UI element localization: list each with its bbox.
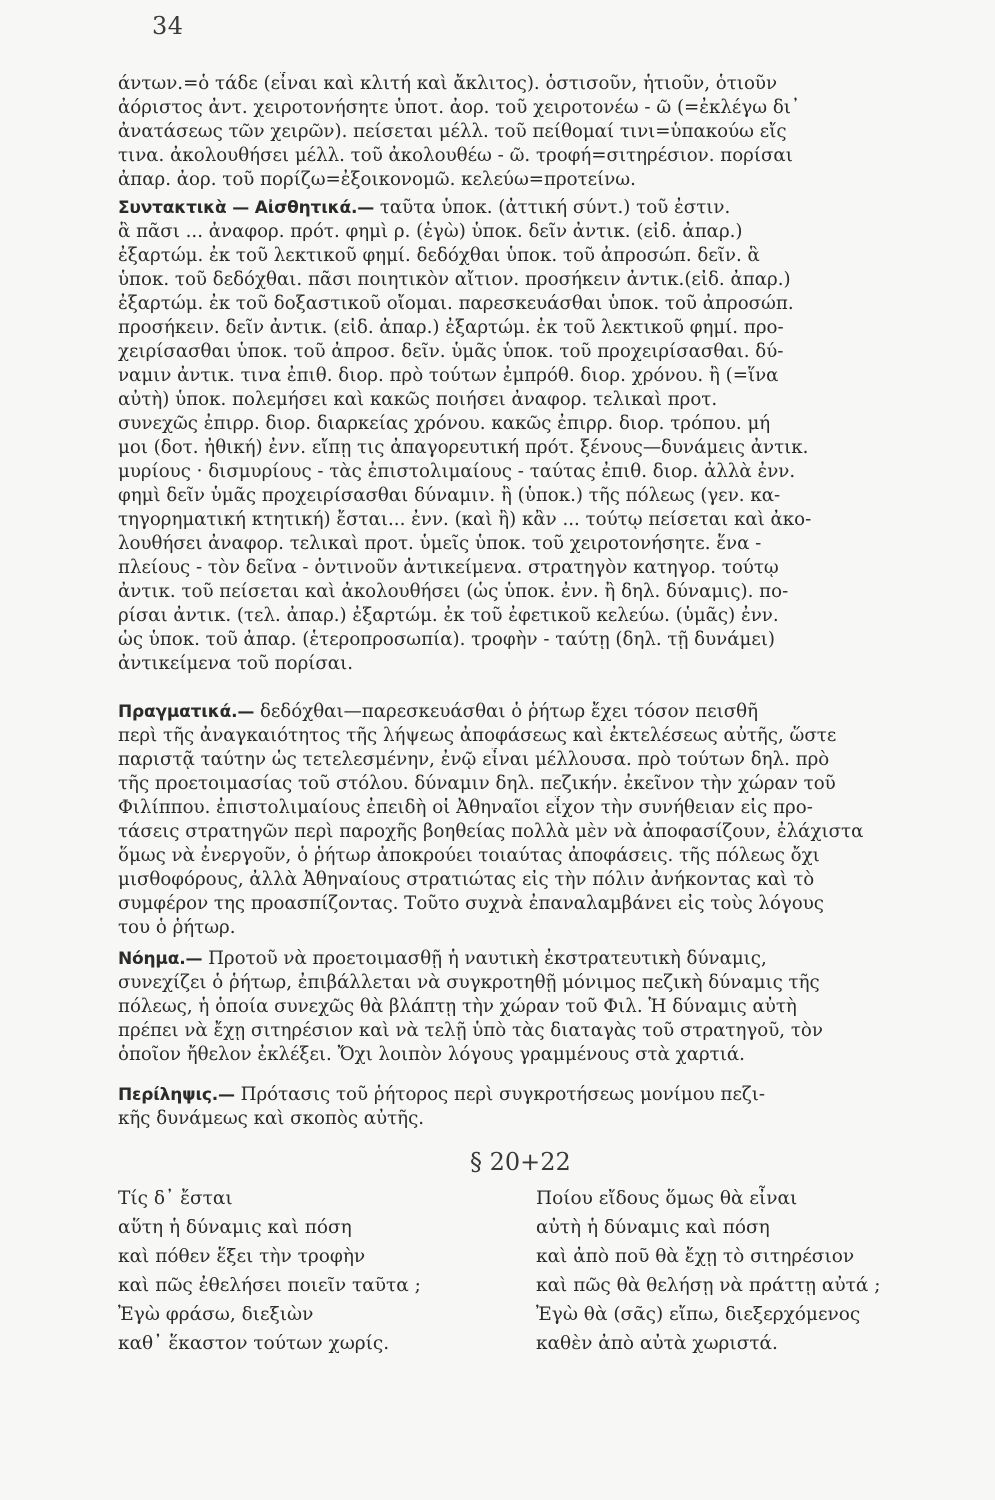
text-line: μοι (δοτ. ἠθική) ἐνν. εἴπῃ τις ἀπαγορευτική πρότ. ξένους—δυνάμεις ἀντικ. — [118, 437, 809, 458]
text-line: ὁποῖον ἤθελον ἐκλέξει. Ὄχι λοιπὸν λόγους γραμμένους στὰ χαρτιά. — [118, 1044, 745, 1065]
text-line: ρίσαι ἀντικ. (τελ. ἀπαρ.) ἐξαρτώμ. ἐκ τοῦ ἐφετικοῦ κελεύω. (ὑμᾶς) ἐνν. — [118, 605, 779, 626]
text-line: περὶ τῆς ἀναγκαιότητος τῆς λήψεως ἀποφάσεως καὶ ἐκτελέσεως αὐτῆς, ὥστε — [118, 725, 837, 746]
text-line: πόλεως, ἡ ὁποία συνεχῶς θὰ βλάπτῃ τὴν χώραν τοῦ Φιλ. Ἡ δύναμις αὐτὴ — [118, 996, 797, 1017]
text-line: ἃ πᾶσι ... ἀναφορ. πρότ. φημὶ ρ. (ἐγὼ) ὑποκ. δεῖν ἀντικ. (εἰδ. ἀπαρ.) — [118, 221, 743, 242]
page-number: 34 — [152, 12, 184, 40]
translation-column — [536, 1184, 956, 1358]
text-line: τηγορηματική κτητική) ἔσται... ἐνν. (καὶ ἢ) κἂν ... τούτῳ πείσεται καὶ ἀκο- — [118, 509, 812, 530]
text-line: ἀπαρ. ἀορ. τοῦ πορίζω=ἐξοικονομῶ. κελεύω=προτείνω. — [118, 169, 636, 190]
translation-line: καὶ ἀπὸ ποῦ θὰ ἔχῃ τὸ σιτηρέσιον — [536, 1246, 855, 1267]
translation-line: καὶ πῶς θὰ θελήσῃ νὰ πράττῃ αὐτά ; — [536, 1275, 881, 1296]
meaning-notes — [118, 947, 968, 1067]
text-line: του ὁ ῥήτωρ. — [118, 917, 236, 938]
text-line: ναμιν ἀντικ. τινα ἐπιθ. διορ. πρὸ τούτων ἐμπρόθ. διορ. χρόνου. ἢ (=ἵνα — [118, 365, 779, 386]
heading-continuation: Προτοῦ νὰ προετοιμασθῇ ἡ ναυτικὴ ἐκστρατευτικὴ δύναμις, — [208, 948, 767, 969]
text-line: κῆς δυνάμεως καὶ σκοπὸς αὐτῆς. — [118, 1108, 425, 1129]
section-heading-perilipsis: Περίληψις.— — [118, 1085, 235, 1105]
original-line: καθ᾽ ἕκαστον τούτων χωρίς. — [118, 1333, 390, 1354]
original-line: καὶ πόθεν ἕξει τὴν τροφὴν — [118, 1246, 366, 1267]
text-line: ἀόριστος ἀντ. χειροτονήσητε ὑποτ. ἀορ. τοῦ χειροτονέω - ῶ (=ἐκλέγω δι᾽ — [118, 97, 801, 118]
text-line: προσήκειν. δεῖν ἀντικ. (εἰδ. ἀπαρ.) ἐξαρτώμ. ἐκ τοῦ λεκτικοῦ φημί. προ- — [118, 317, 784, 338]
section-heading-pragmatika: Πραγματικά.— — [118, 702, 255, 722]
original-line: καὶ πῶς ἐθελήσει ποιεῖν ταῦτα ; — [118, 1275, 421, 1296]
heading-continuation: Πρότασις τοῦ ῥήτορος περὶ συγκροτήσεως μονίμου πεζι- — [240, 1084, 766, 1105]
translation-line: αὐτὴ ἡ δύναμις καὶ πόση — [536, 1217, 770, 1238]
text-line: ἐξαρτώμ. ἐκ τοῦ λεκτικοῦ φημί. δεδόχθαι ὑποκ. τοῦ ἀπροσώπ. δεῖν. ἃ — [118, 245, 760, 266]
text-line: χειρίσασθαι ὑποκ. τοῦ ἀπροσ. δεῖν. ὑμᾶς ὑποκ. τοῦ προχειρίσασθαι. δύ- — [118, 341, 784, 362]
text-line: συνεχίζει ὁ ῥήτωρ, ἐπιβάλλεται νὰ συγκροτηθῇ μόνιμος πεζικὴ δύναμις τῆς — [118, 972, 820, 993]
text-line — [118, 1083, 968, 1107]
text-line: άντων.=ὁ τάδε (εἶναι καὶ κλιτή καὶ ἄκλιτος). ὁστισοῦν, ἡτιοῦν, ὁτιοῦν — [118, 73, 778, 94]
text-line: πλείους - τὸν δεῖνα - ὁντινοῦν ἀντικείμενα. στρατηγὸν κατηγορ. τούτῳ — [118, 557, 779, 578]
text-line: ἀντικείμενα τοῦ πορίσαι. — [118, 653, 353, 674]
text-line: αὐτὴ) ὑποκ. πολεμήσει καὶ κακῶς ποιήσει ἀναφορ. τελικαὶ προτ. — [118, 389, 718, 410]
text-line: μισθοφόρους, ἀλλὰ Ἀθηναίους στρατιώτας εἰς τὴν πόλιν ἀνήκοντας καὶ τὸ — [118, 869, 815, 890]
summary-notes — [118, 1083, 968, 1131]
original-line: Τίς δ᾽ ἔσται — [118, 1188, 233, 1209]
text-line: συμφέρον της προασπίζοντας. Τοῦτο συχνὰ ἐπαναλαμβάνει εἰς τοὺς λόγους — [118, 893, 824, 914]
text-line: πρέπει νὰ ἔχῃ σιτηρέσιον καὶ νὰ τελῇ ὑπὸ τὰς διαταγὰς τοῦ στρατηγοῦ, τὸν — [118, 1020, 823, 1041]
text-line: φημὶ δεῖν ὑμᾶς προχειρίσασθαι δύναμιν. ἢ (ὑποκ.) τῆς πόλεως (γεν. κα- — [118, 485, 781, 506]
text-line: ὡς ὑποκ. τοῦ ἀπαρ. (ἑτεροπροσωπία). τροφὴν - ταύτῃ (δηλ. τῇ δυνάμει) — [118, 629, 775, 650]
text-line: ἀντικ. τοῦ πείσεται καὶ ἀκολουθήσει (ὡς ὑποκ. ἐνν. ἢ δηλ. δύναμις). πο- — [118, 581, 789, 602]
text-line: μυρίους · δισμυρίους - τὰς ἐπιστολιμαίους - ταύτας ἐπιθ. διορ. ἀλλὰ ἐνν. — [118, 461, 796, 482]
text-line: συνεχῶς ἐπιρρ. διορ. διαρκείας χρόνου. κακῶς ἐπιρρ. διορ. τρόπου. μή — [118, 413, 771, 434]
text-line: παριστᾷ ταύτην ὡς τετελεσμένην, ἐνῷ εἶναι μέλλουσα. πρὸ τούτων δηλ. πρὸ — [118, 749, 830, 770]
text-line: λουθήσει ἀναφορ. τελικαὶ προτ. ὑμεῖς ὑποκ. τοῦ χειροτονήσητε. ἕνα - — [118, 533, 762, 554]
text-line — [118, 700, 968, 724]
heading-continuation: δεδόχθαι—παρεσκευάσθαι ὁ ῥήτωρ ἔχει τόσον πεισθῆ — [259, 701, 759, 722]
historical-notes — [118, 700, 968, 940]
translation-line: καθὲν ἀπὸ αὐτὰ χωριστά. — [536, 1333, 778, 1354]
text-line: ὑποκ. τοῦ δεδόχθαι. πᾶσι ποιητικὸν αἴτιον. προσήκειν ἀντικ.(εἰδ. ἀπαρ.) — [118, 269, 791, 290]
heading-continuation: ταῦτα ὑποκ. (ἀττική σύντ.) τοῦ ἐστιν. — [379, 197, 731, 218]
translation-line: Ποίου εἴδους ὅμως θὰ εἶναι — [536, 1188, 798, 1209]
text-line: τῆς προετοιμασίας τοῦ στόλου. δύναμιν δηλ. πεζικήν. ἐκεῖνον τὴν χώραν τοῦ — [118, 773, 836, 794]
text-line: ἐξαρτώμ. ἐκ τοῦ δοξαστικοῦ οἴομαι. παρεσκευάσθαι ὑποκ. τοῦ ἀπροσώπ. — [118, 293, 794, 314]
text-line: ἀνατάσεως τῶν χειρῶν). πείσεται μέλλ. τοῦ πείθομαί τινι=ὑπακούω εἴς — [118, 121, 787, 142]
text-line: τινα. ἀκολουθήσει μέλλ. τοῦ ἀκολουθέω - ῶ. τροφή=σιτηρέσιον. πορίσαι — [118, 145, 793, 166]
text-line — [118, 947, 968, 971]
translation-line: Ἐγὼ θὰ (σᾶς) εἴπω, διεξερχόμενος — [536, 1304, 861, 1325]
section-number: § 20+22 — [470, 1148, 571, 1176]
text-line: ὅμως νὰ ἐνεργοῦν, ὁ ῥήτωρ ἀποκρούει τοιαύτας ἀποφάσεις. τῆς πόλεως ὄχι — [118, 845, 820, 866]
original-line: αὕτη ἡ δύναμις καὶ πόση — [118, 1217, 352, 1238]
text-line — [118, 196, 968, 220]
text-line: Φιλίππου. ἐπιστολιμαίους ἐπειδὴ οἱ Ἀθηναῖοι εἶχον τὴν συνήθειαν εἰς προ- — [118, 797, 813, 818]
vocabulary-notes — [118, 72, 968, 192]
original-greek-column — [118, 1184, 508, 1358]
text-line: τάσεις στρατηγῶν περὶ παροχῆς βοηθείας πολλὰ μὲν νὰ ἀποφασίζουν, ἐλάχιστα — [118, 821, 864, 842]
section-heading-syntaktika: Συντακτικὰ — Αἰσθητικά.— — [118, 198, 375, 218]
syntactic-aesthetic-notes — [118, 196, 968, 676]
section-heading-noima: Νόημα.— — [118, 949, 203, 969]
original-line: Ἐγὼ φράσω, διεξιὼν — [118, 1304, 314, 1325]
